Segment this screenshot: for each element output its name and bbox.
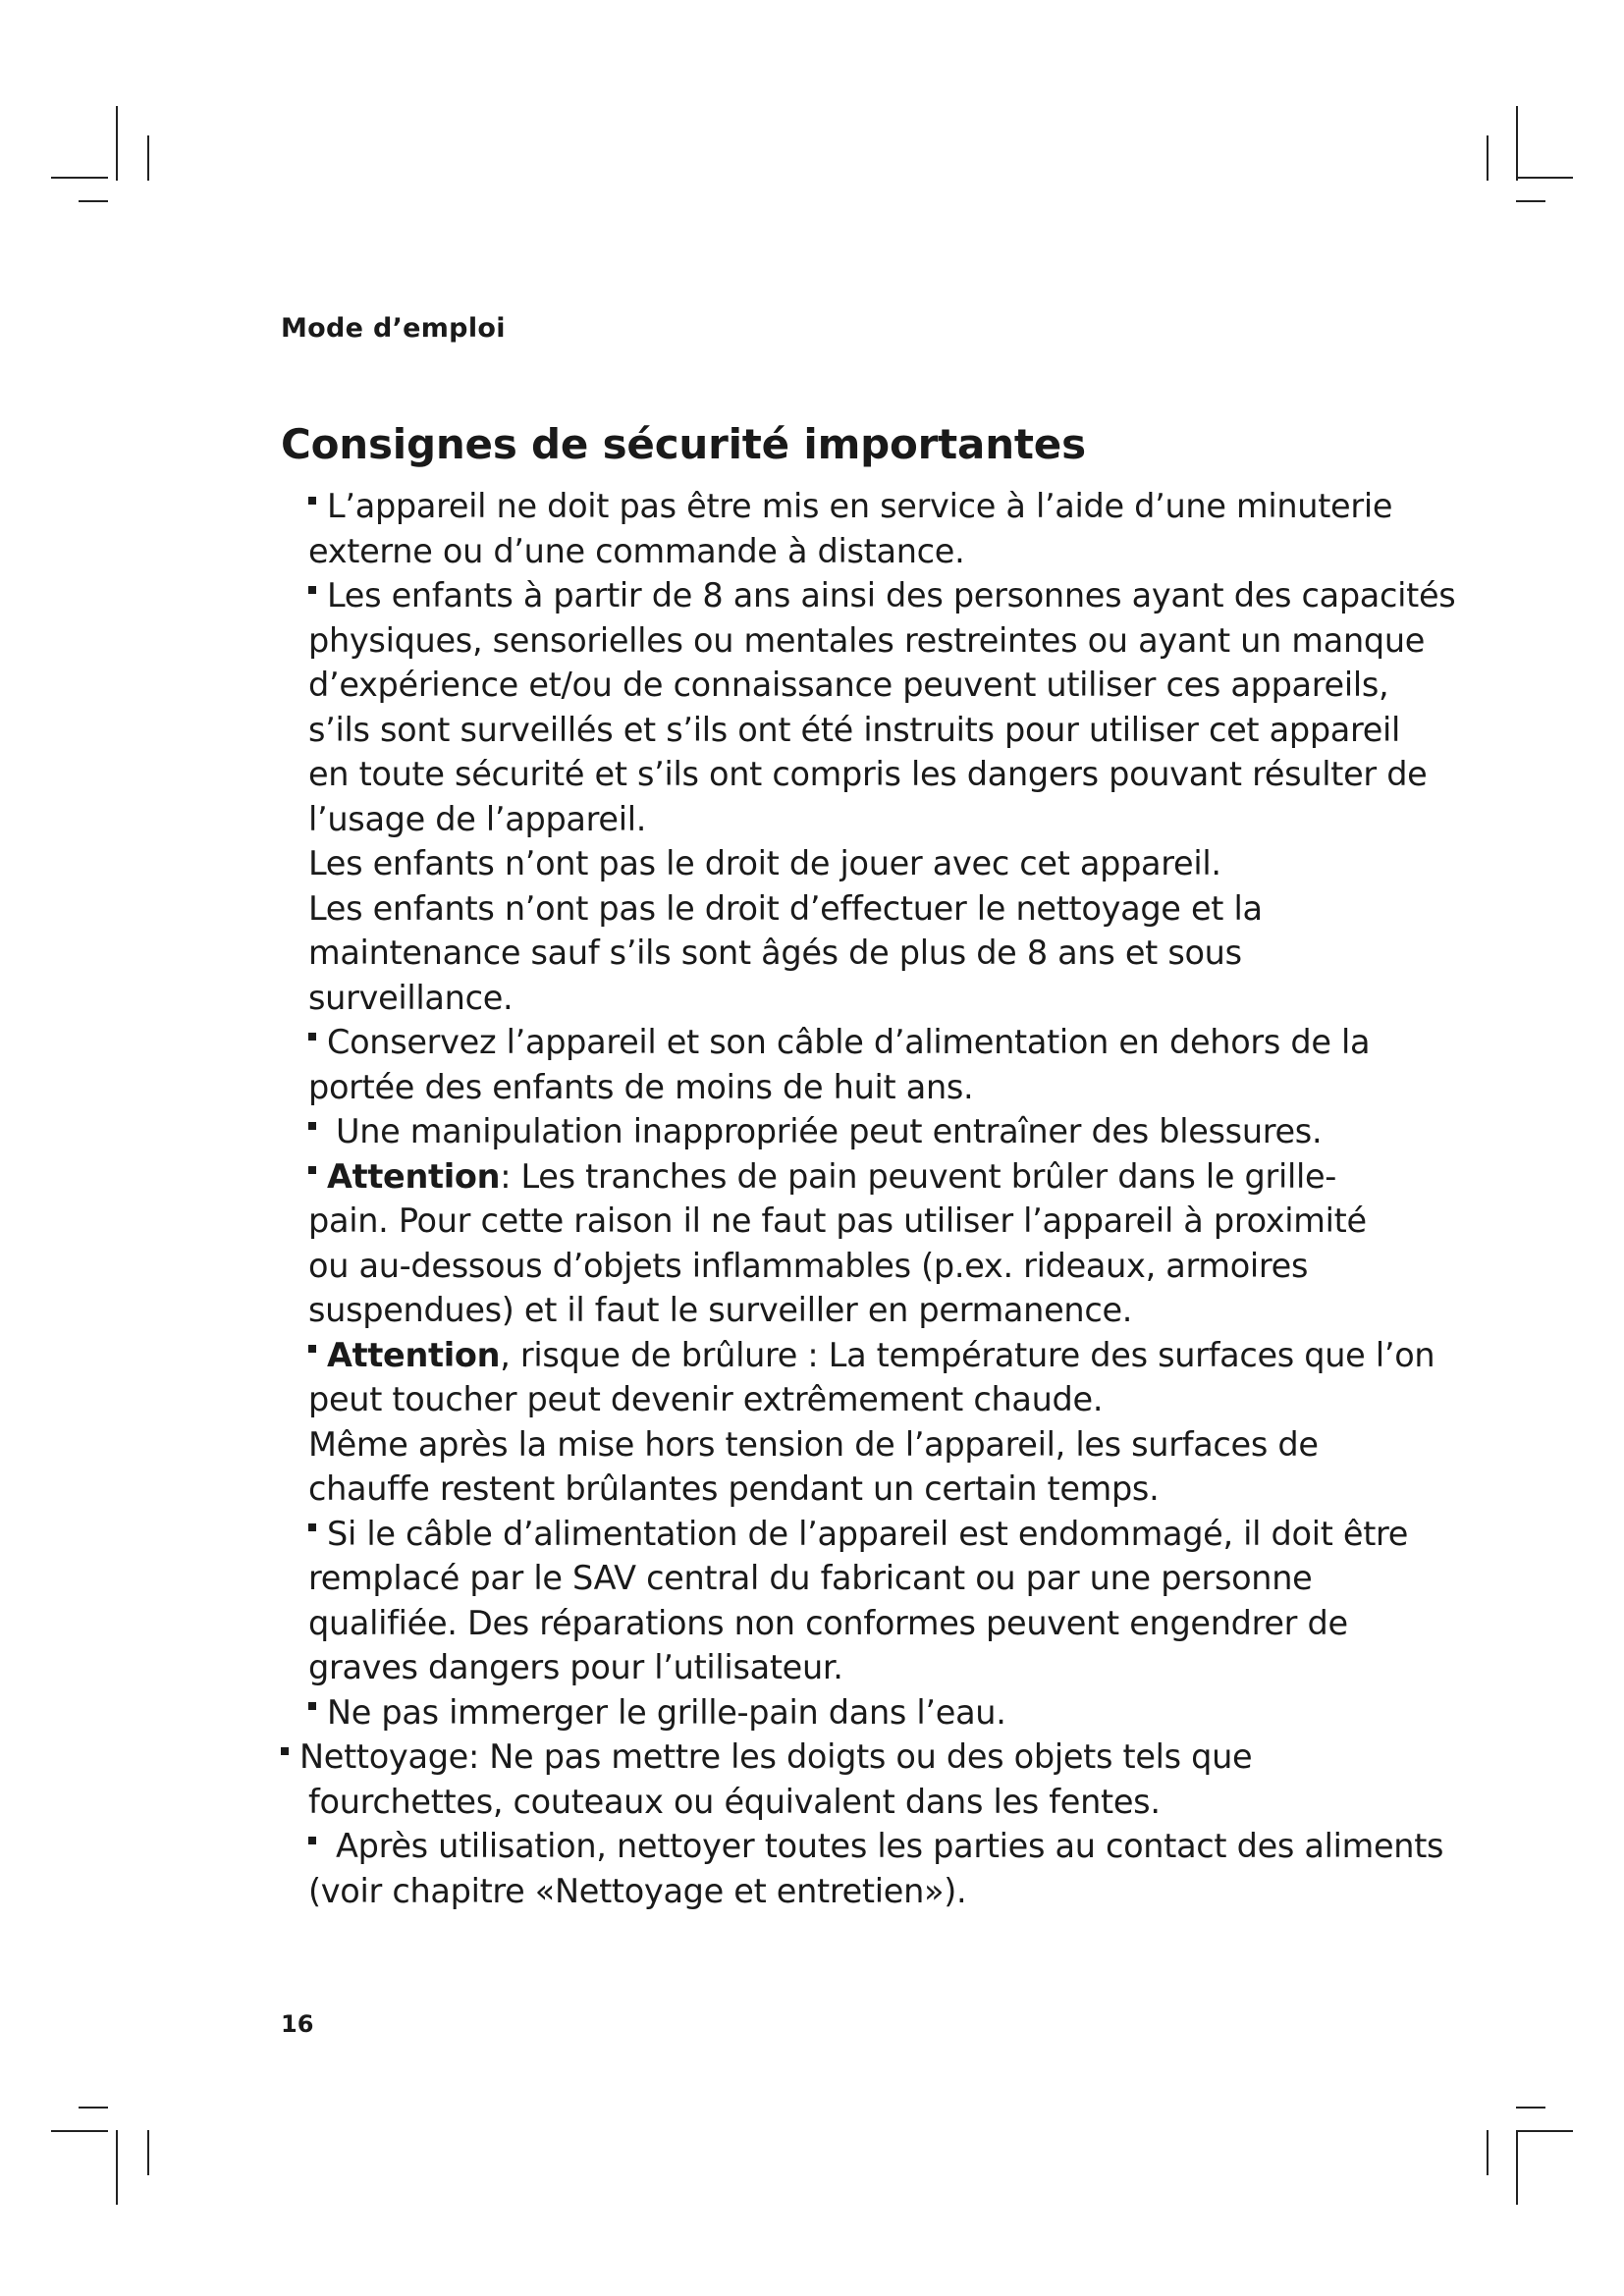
line-text: , risque de brûlure : La température des surfaces que l’on (500, 1335, 1435, 1374)
crop-mark (1516, 200, 1545, 202)
line-text: suspendues) et il faut le surveiller en permanence. (308, 1291, 1133, 1329)
bullet-item-line (308, 1690, 1457, 1735)
text-line (308, 752, 1457, 797)
crop-mark (79, 200, 108, 202)
text-line (308, 1780, 1457, 1825)
text-line (308, 1645, 1457, 1690)
square-bullet-icon (281, 1747, 289, 1755)
crop-mark (51, 2130, 108, 2132)
crop-mark (1516, 106, 1518, 181)
crop-mark (79, 2107, 108, 2109)
bullet-item-line (308, 1333, 1457, 1378)
line-text: : Les tranches de pain peuvent brûler dans le grille- (500, 1156, 1337, 1196)
line-text: remplacé par le SAV central du fabricant ou par une personne (308, 1559, 1313, 1597)
crop-mark (1516, 2107, 1545, 2109)
square-bullet-icon (308, 1702, 316, 1710)
line-text: graves dangers pour l’utilisateur. (308, 1648, 843, 1686)
emphasis-label: Attention (327, 1156, 501, 1196)
line-text: Les enfants n’ont pas le droit de jouer avec cet appareil. (308, 844, 1221, 882)
square-bullet-icon (308, 586, 316, 594)
line-text: surveillance. (308, 978, 514, 1017)
line-text: l’usage de l’appareil. (308, 799, 647, 838)
line-text: Après utilisation, nettoyer toutes les parties au contact des aliments (336, 1827, 1444, 1865)
line-text: physiques, sensorielles ou mentales restreintes ou ayant un manque (308, 620, 1426, 660)
line-text: pain. Pour cette raison il ne faut pas utiliser l’appareil à proximité (308, 1201, 1367, 1240)
text-line (308, 1556, 1457, 1601)
text-line (308, 841, 1457, 886)
text-line (308, 1244, 1457, 1289)
crop-mark (51, 177, 108, 179)
line-text: qualifiée. Des réparations non conformes peuvent engendrer de (308, 1603, 1348, 1642)
text-line (308, 886, 1457, 932)
line-text: peut toucher peut devenir extrêmement chaude. (308, 1380, 1104, 1418)
text-line (308, 1377, 1457, 1422)
text-line (308, 1288, 1457, 1333)
line-text: Conservez l’appareil et son câble d’alimentation en dehors de la (327, 1023, 1371, 1061)
text-line (308, 1422, 1457, 1468)
text-line (308, 797, 1457, 842)
bullet-item-line (308, 1109, 1457, 1154)
line-text: s’ils sont surveillés et s’ils ont été instruits pour utiliser cet appareil (308, 710, 1401, 749)
line-text: en toute sécurité et s’ils ont compris les dangers pouvant résulter de (308, 755, 1428, 793)
line-text: Une manipulation inappropriée peut entraîner des blessures. (336, 1112, 1323, 1150)
square-bullet-icon (308, 1122, 316, 1130)
crop-mark (1487, 135, 1489, 181)
square-bullet-icon (308, 497, 316, 505)
text-line (308, 618, 1457, 664)
crop-mark (1516, 2130, 1518, 2205)
text-line (308, 1467, 1457, 1512)
text-line (308, 976, 1457, 1021)
bullet-item-line (308, 573, 1457, 618)
square-bullet-icon (308, 1166, 316, 1174)
bullet-item-line (308, 1020, 1457, 1065)
bullet-item-line (308, 484, 1457, 529)
line-text: ou au-dessous d’objets inflammables (p.ex. rideaux, armoires (308, 1246, 1309, 1285)
crop-mark (1516, 177, 1573, 179)
crop-mark (116, 2130, 118, 2205)
line-text: externe ou d’une commande à distance. (308, 531, 965, 570)
line-text: Les enfants n’ont pas le droit d’effectuer le nettoyage et la (308, 888, 1263, 928)
bullet-item-line (308, 1154, 1457, 1200)
crop-mark (1516, 2130, 1573, 2132)
text-line (308, 708, 1457, 753)
emphasis-label: Attention (327, 1335, 501, 1374)
text-line (308, 1601, 1457, 1646)
square-bullet-icon (308, 1033, 316, 1041)
text-line (308, 1199, 1457, 1244)
crop-mark (116, 106, 118, 181)
line-text: Ne pas immerger le grille-pain dans l’eau. (327, 1692, 1006, 1732)
square-bullet-icon (308, 1523, 316, 1531)
crop-mark (147, 135, 149, 181)
crop-mark (1487, 2130, 1489, 2175)
line-text: (voir chapitre «Nettoyage et entretien»). (308, 1871, 967, 1910)
bullet-item-line (308, 1512, 1457, 1557)
line-text: fourchettes, couteaux ou équivalent dans les fentes. (308, 1782, 1161, 1821)
line-text: Nettoyage: Ne pas mettre les doigts ou des objets tels que (299, 1737, 1253, 1776)
running-header: Mode d’emploi (281, 313, 506, 344)
square-bullet-icon (308, 1345, 316, 1353)
line-text: d’expérience et/ou de connaissance peuvent utiliser ces appareils, (308, 666, 1389, 704)
square-bullet-icon (308, 1837, 316, 1844)
crop-mark (147, 2130, 149, 2175)
bullet-item-line (308, 1824, 1457, 1869)
safety-instructions (299, 484, 1457, 1913)
text-line (308, 663, 1457, 708)
line-text: maintenance sauf s’ils sont âgés de plus de 8 ans et sous (308, 934, 1242, 972)
page-title: Consignes de sécurité importantes (281, 420, 1086, 468)
line-text: L’appareil ne doit pas être mis en service à l’aide d’une minuterie (327, 487, 1393, 525)
line-text: Les enfants à partir de 8 ans ainsi des personnes ayant des capacités (327, 576, 1456, 614)
line-text: chauffe restent brûlantes pendant un certain temps. (308, 1469, 1160, 1508)
text-line (308, 529, 1457, 574)
line-text: Même après la mise hors tension de l’appareil, les surfaces de (308, 1424, 1319, 1464)
text-line (308, 931, 1457, 976)
text-line (308, 1869, 1457, 1914)
line-text: Si le câble d’alimentation de l’appareil est endommagé, il doit être (327, 1514, 1409, 1553)
page-number: 16 (281, 2010, 314, 2038)
text-line (308, 1065, 1457, 1110)
line-text: portée des enfants de moins de huit ans. (308, 1067, 974, 1106)
bullet-item-line (281, 1735, 1457, 1780)
